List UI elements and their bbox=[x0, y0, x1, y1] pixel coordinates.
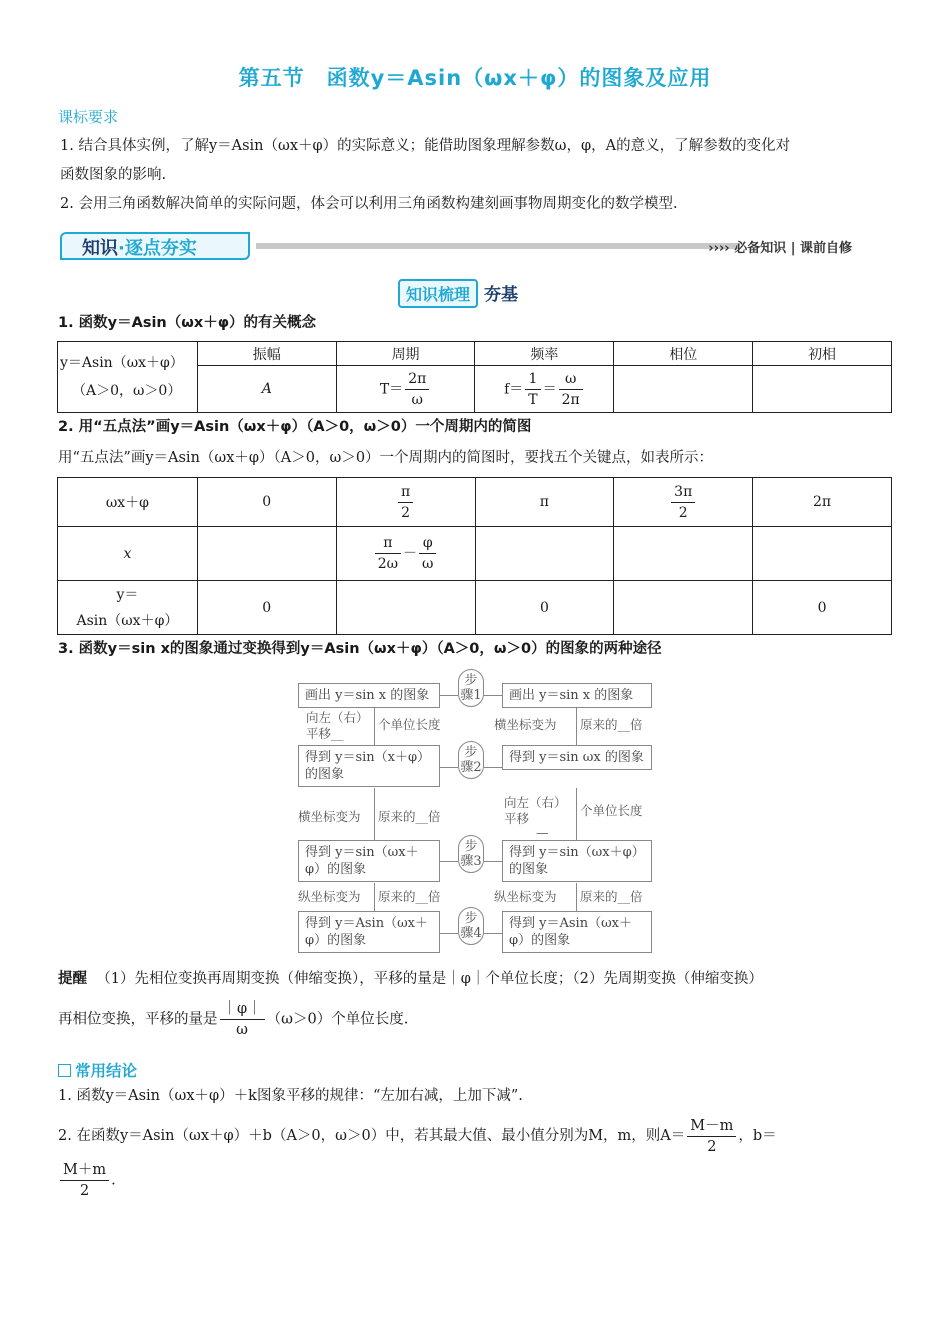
right-text-2b: 个单位长度 bbox=[580, 803, 643, 818]
right-text-3a: 纵坐标变为 bbox=[494, 889, 557, 904]
section-banner bbox=[60, 232, 892, 262]
step-2-link-left bbox=[440, 767, 458, 768]
step-1-link-left bbox=[440, 695, 458, 696]
banner-title: 知识·逐点夯实 bbox=[82, 238, 197, 259]
left-text-3a: 纵坐标变为 bbox=[298, 889, 361, 904]
sub-banner-box: 知识梳理 bbox=[398, 279, 478, 308]
step-2-badge: 步骤2 bbox=[458, 741, 484, 779]
fp-row1-cell3: π bbox=[475, 478, 614, 527]
header-initial-phase: 初相 bbox=[753, 342, 892, 366]
fp-row2-cell1 bbox=[197, 527, 336, 581]
reminder-line-2: 再相位变换，平移的量是 $\frac{|\varphi|}{\omega}$ （ω＞0）个单位长度. bbox=[58, 1001, 409, 1038]
step-3-link-left bbox=[440, 861, 458, 862]
checkbox-square-icon bbox=[58, 1064, 71, 1077]
concept-table bbox=[57, 341, 892, 413]
fp-row3-cell5: 0 bbox=[753, 581, 892, 635]
right-box-1: 画出 y＝sin x 的图象 bbox=[502, 683, 652, 708]
right-text-2a: 向左（右）平移 bbox=[504, 795, 567, 826]
period-value: T＝ $\frac{2\pi}{\omega}$ bbox=[336, 366, 475, 413]
left-text-1a: 向左（右）平移__ bbox=[306, 710, 369, 741]
step-1-link-right bbox=[484, 695, 502, 696]
initial-phase-value bbox=[753, 366, 892, 413]
fp-row1-label: ωx＋φ bbox=[58, 478, 198, 527]
curriculum-item-1-cont: 函数图象的影响. bbox=[60, 167, 167, 183]
header-period: 周期 bbox=[336, 342, 475, 366]
step-4-link-left bbox=[440, 933, 458, 934]
concept-row-label: y＝Asin（ωx＋φ） （A＞0，ω＞0） bbox=[58, 342, 198, 413]
section2-heading: 2. 用“五点法”画y＝Asin（ωx＋φ）（A＞0，ω＞0）一个周期内的简图 bbox=[58, 419, 532, 435]
left-box-3: 得到 y＝sin（ωx＋φ）的图象 bbox=[298, 840, 440, 882]
fp-row1-cell5: 2π bbox=[753, 478, 892, 527]
step-3-link-right bbox=[484, 861, 502, 862]
step-3-badge: 步骤3 bbox=[458, 835, 484, 873]
banner-right-label: ›››› 必备知识 | 课前自修 bbox=[708, 241, 852, 256]
sub-banner-after: 夯基 bbox=[484, 285, 519, 305]
left-text-1b: 个单位长度 bbox=[378, 717, 441, 732]
amplitude-value: A bbox=[197, 366, 336, 413]
curriculum-label: 课标要求 bbox=[58, 108, 119, 126]
fp-row1-cell1: 0 bbox=[197, 478, 336, 527]
left-text-2b: 原来的__倍 bbox=[378, 809, 441, 824]
conclusion-item-1: 1. 函数y＝Asin（ωx＋φ）＋k图象平移的规律：“左加右减，上加下减”. bbox=[58, 1088, 523, 1104]
header-phase: 相位 bbox=[614, 342, 753, 366]
right-text-1a: 横坐标变为 bbox=[494, 717, 557, 732]
right-box-2: 得到 y＝sin ωx 的图象 bbox=[502, 745, 652, 770]
fp-row3-label: y＝ Asin（ωx＋φ） bbox=[58, 581, 198, 635]
left-box-2: 得到 y＝sin（x＋φ）的图象 bbox=[298, 745, 440, 787]
section1-heading: 1. 函数y＝Asin（ωx＋φ）的有关概念 bbox=[58, 315, 317, 331]
fp-row2-cell2: $\frac{\pi}{2\omega}$ － $\frac{\varphi}{\omega}$ bbox=[336, 527, 475, 581]
header-frequency: 频率 bbox=[475, 342, 614, 366]
fp-row2-cell3 bbox=[475, 527, 614, 581]
step-2-link-right bbox=[484, 767, 502, 768]
fp-row1-cell4: $\frac{3\pi}{2}$ bbox=[614, 478, 753, 527]
fp-row3-cell4 bbox=[614, 581, 753, 635]
fp-row3-cell2 bbox=[336, 581, 475, 635]
fp-row2-cell5 bbox=[753, 527, 892, 581]
conclusion-item-2: 2. 在函数y＝Asin（ωx＋φ）＋b（A＞0，ω＞0）中，若其最大值、最小值分别为M，m，则A＝ $\frac{M-m}{2}$ ，b＝ bbox=[58, 1117, 777, 1155]
right-connector-1 bbox=[576, 707, 577, 745]
right-box-3: 得到 y＝sin（ωx＋φ）的图象 bbox=[502, 840, 652, 882]
transform-flow-diagram bbox=[290, 665, 660, 955]
banner-divider bbox=[256, 243, 740, 249]
section2-intro: 用“五点法”画y＝Asin（ωx＋φ）（A＞0，ω＞0）一个周期内的简图时，要找五个关键点，如表所示： bbox=[58, 450, 714, 466]
conclusion-item-2-cont: $\frac{M+m}{2}$ . bbox=[58, 1160, 116, 1201]
fp-row3-cell1: 0 bbox=[197, 581, 336, 635]
fp-row2-cell4 bbox=[614, 527, 753, 581]
step-1-badge: 步骤1 bbox=[458, 669, 484, 707]
left-connector-1 bbox=[374, 707, 375, 745]
conclusions-label: 常用结论 bbox=[58, 1059, 137, 1081]
left-connector-2 bbox=[374, 788, 375, 840]
sub-banner bbox=[398, 279, 518, 307]
left-box-1: 画出 y＝sin x 的图象 bbox=[298, 683, 440, 708]
fp-row1-cell2: $\frac{\pi}{2}$ bbox=[336, 478, 475, 527]
phase-value bbox=[614, 366, 753, 413]
left-text-3b: 原来的__倍 bbox=[378, 889, 441, 904]
right-text-3b: 原来的__倍 bbox=[580, 889, 643, 904]
left-connector-3 bbox=[374, 883, 375, 911]
step-4-link-right bbox=[484, 933, 502, 934]
right-box-4: 得到 y＝Asin（ωx＋φ）的图象 bbox=[502, 911, 652, 953]
section3-heading: 3. 函数y＝sin x的图象通过变换得到y＝Asin（ωx＋φ）（A＞0，ω＞0）的图象的两种途径 bbox=[58, 641, 662, 657]
reminder-label: 提醒 bbox=[58, 971, 87, 987]
left-box-4: 得到 y＝Asin（ωx＋φ）的图象 bbox=[298, 911, 440, 953]
right-text-1b: 原来的__倍 bbox=[580, 717, 643, 732]
curriculum-item-2: 2. 会用三角函数解决简单的实际问题，体会可以利用三角函数构建刻画事物周期变化的数学模型. bbox=[60, 196, 678, 212]
left-text-2a: 横坐标变为 bbox=[298, 809, 361, 824]
curriculum-item-1: 1. 结合具体实例，了解y＝Asin（ωx＋φ）的实际意义；能借助图象理解参数ω，φ，A的意义，了解参数的变化对 bbox=[60, 138, 791, 154]
fp-row3-cell3: 0 bbox=[475, 581, 614, 635]
right-text-2c: — bbox=[536, 825, 549, 840]
frequency-value: f＝ $\frac{1}{T}$ ＝ $\frac{\omega}{2\pi}$ bbox=[475, 366, 614, 413]
header-amplitude: 振幅 bbox=[197, 342, 336, 366]
step-4-badge: 步骤4 bbox=[458, 907, 484, 945]
right-connector-3 bbox=[576, 883, 577, 911]
page-title: 第五节 函数y＝Asin（ωx＋φ）的图象及应用 bbox=[238, 66, 712, 90]
right-connector-2 bbox=[576, 788, 577, 840]
fp-row2-label: x bbox=[58, 527, 198, 581]
reminder-line-1: 提醒 （1）先相位变换再周期变换（伸缩变换），平移的量是｜φ｜个单位长度；（2）先周期变换（伸缩变换） bbox=[58, 971, 763, 987]
five-point-table bbox=[57, 477, 892, 635]
